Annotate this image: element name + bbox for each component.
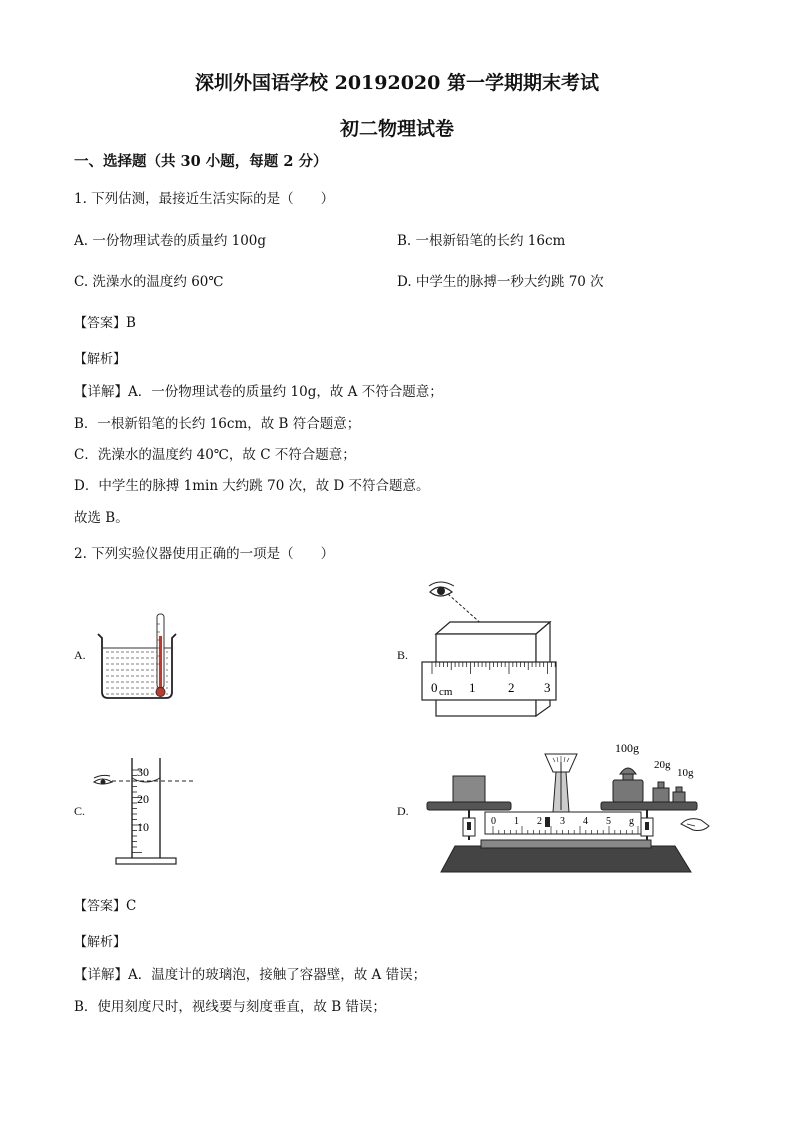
question-1-detail-line: D．中学生的脉搏 1min 大约跳 70 次，故 D 不符合题意。 [74, 478, 430, 494]
question-1-detail-line: B．一根新铅笔的长约 16cm，故 B 符合题意； [74, 416, 361, 432]
exam-subtitle: 初二物理试卷 [339, 118, 454, 140]
beam-scale-label: g [629, 816, 634, 827]
ruler-label: 0 [431, 680, 438, 695]
cylinder-label: 10 [137, 820, 149, 834]
cylinder-label: 20 [137, 792, 149, 806]
graduated-cylinder-figure [90, 756, 200, 868]
section-heading: 一、选择题（共 30 小题，每题 2 分） [74, 153, 328, 170]
question-2-detail-line: B．使用刻度尺时，视线要与刻度垂直，故 B 错误； [74, 999, 386, 1015]
answer-value: B [126, 315, 136, 331]
figure-label-a: A. [74, 648, 86, 662]
question-1-option-a: A. 一份物理试卷的质量约 100g [74, 233, 267, 249]
question-1-option-d: D. 中学生的脉搏一秒大约跳 70 次 [397, 274, 604, 290]
beam-scale-label: 4 [583, 816, 588, 827]
eye-icon [94, 775, 112, 784]
eye-icon [429, 582, 454, 596]
beaker-thermometer-figure [94, 610, 184, 702]
question-2-analysis-tag: 【解析】 [74, 935, 127, 950]
answer-tag: 【答案】 [74, 316, 127, 331]
cylinder-label: 30 [137, 765, 149, 779]
hand-icon [681, 819, 709, 831]
ruler-reading-figure [418, 578, 563, 720]
exam-title: 深圳外国语学校 20192020 第一学期期末考试 [195, 72, 599, 94]
ruler-label: 2 [508, 680, 515, 695]
ruler-label: 3 [544, 680, 551, 695]
figure-label-c: C. [74, 804, 86, 818]
beam-scale-label: 0 [491, 816, 496, 827]
weight-label: 10g [677, 767, 694, 779]
balance-scale-figure [425, 740, 715, 876]
question-2-detail-line: 【详解】A．温度计的玻璃泡，接触了容器壁，故 A 错误； [74, 967, 427, 983]
question-1-detail-line: 【详解】A．一份物理试卷的质量约 10g，故 A 不符合题意； [74, 384, 443, 400]
beam-scale-label: 2 [537, 816, 542, 827]
ruler-unit: cm [439, 686, 453, 698]
question-1-stem: 1. 下列估测，最接近生活实际的是（ ） [74, 191, 335, 207]
figure-label-b: B. [397, 648, 409, 662]
weight-label: 20g [654, 759, 671, 771]
question-1-option-b: B. 一根新铅笔的长约 16cm [397, 233, 566, 249]
question-1-option-c: C. 洗澡水的温度约 60℃ [74, 274, 224, 290]
question-2-stem: 2. 下列实验仪器使用正确的一项是（ ） [74, 546, 335, 562]
question-1-detail-line: 故选 B。 [74, 510, 129, 526]
question-1-analysis-tag: 【解析】 [74, 352, 127, 367]
ruler-label: 1 [469, 680, 476, 695]
question-2-answer [74, 895, 136, 914]
question-1-answer [74, 312, 136, 331]
beam-scale-label: 1 [514, 816, 519, 827]
question-1-detail-line: C．洗澡水的温度约 40℃，故 C 不符合题意； [74, 447, 356, 463]
answer-value: C [126, 898, 137, 914]
beam-scale-label: 3 [560, 816, 565, 827]
figure-label-d: D. [397, 804, 409, 818]
answer-tag: 【答案】 [74, 899, 127, 914]
weight-label: 100g [615, 741, 639, 755]
beam-scale-label: 5 [606, 816, 611, 827]
